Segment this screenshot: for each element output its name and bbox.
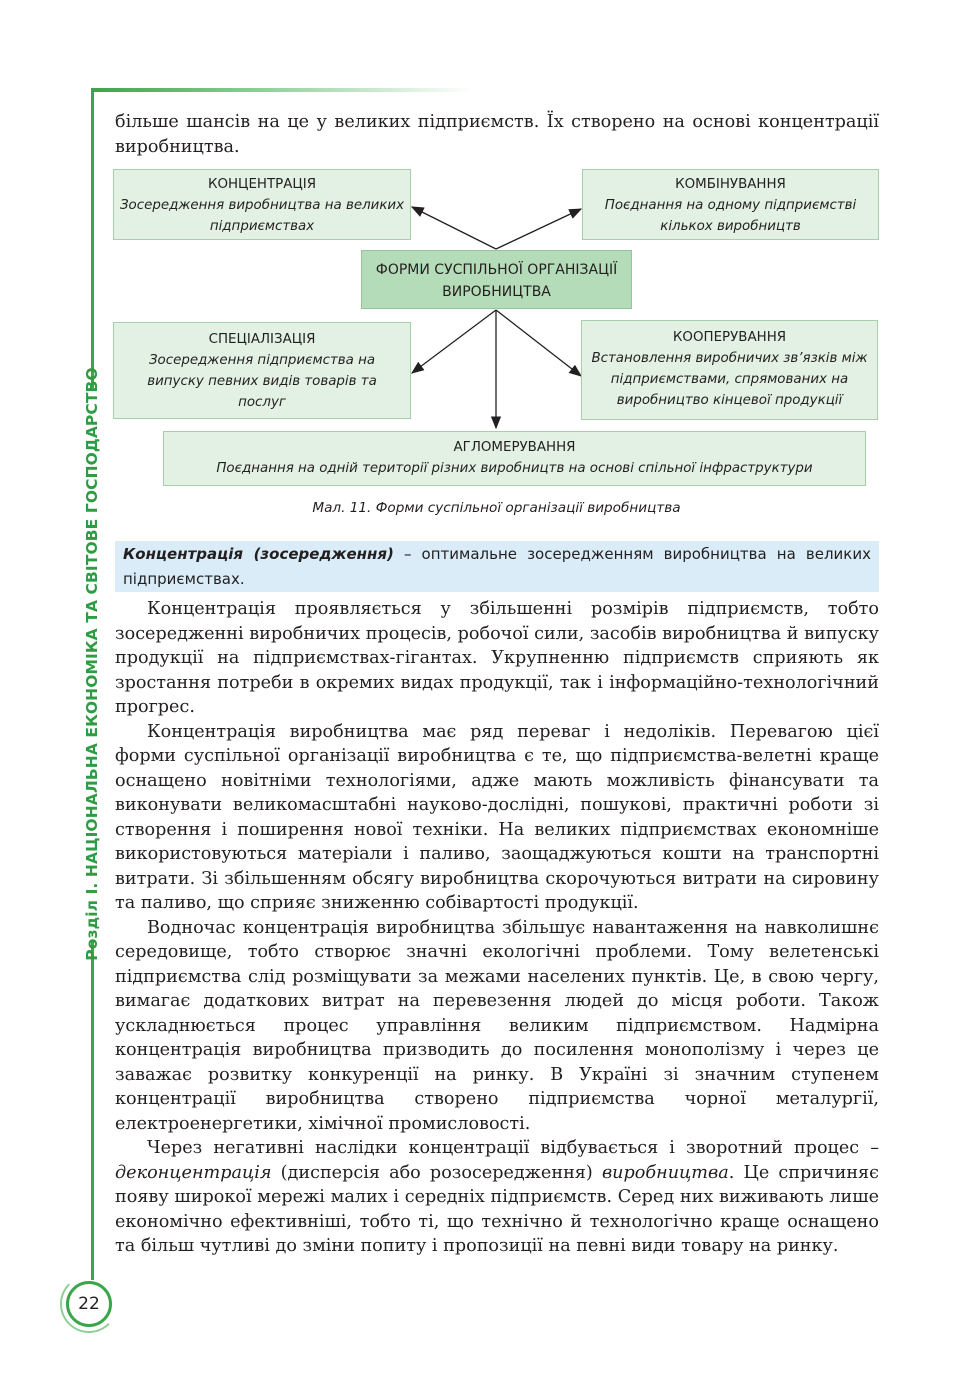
box-cooperation: КООПЕРУВАННЯ Встановлення виробничих зв’язків між підприємствами, спрямованих на виробництво кінцевої продукції: [581, 320, 878, 420]
term-production: виробництва: [601, 1162, 729, 1183]
side-decor-line-lower: [91, 940, 94, 1280]
intro-paragraph: більше шансів на це у великих підприємств. Їх створено на основі концентрації виробництва.: [115, 112, 879, 157]
body-text: [115, 597, 879, 1259]
paragraph-3: Водночас концентрація виробництва збільшує навантаження на навколишнє середовище, тобто створює значні екологічні проблеми. Тому велетенські підприємства слід розміщувати за межами населених пунктів. Це, в свою чергу, вимагає додаткових витрат на перевезення людей до місця роботи. Також ускладнюється процес управління великим підприємством. Надмірна концентрація виробництва призводить до посилення монополізму і через це заважає розвитку конкуренції на ринку. В Україні зі значним ступенем концентрації виробництва створено підприємства чорної металургії, електроенергетики, хімічної промисловості.: [115, 917, 879, 1134]
box-concentration: КОНЦЕНТРАЦІЯ Зосередження виробництва на великих підприємствах: [113, 169, 411, 240]
paragraph-4: Через негативні наслідки концентрації відбувається і зворотний процес – деконцентрація (дисперсія або розосередження) виробництва. Це спричиняє появу широкої мережі малих і середніх підприємств. Серед них виживають лише економічно ефективніші, тобто ті, що технічно й технологічно краще оснащено та більш чутливі до зміни попиту і пропозиції на певні види товару на ринку.: [115, 1138, 879, 1256]
box-center-forms: ФОРМИ СУСПІЛЬНОЇ ОРГАНІЗАЦІЇ ВИРОБНИЦТВА: [361, 250, 632, 309]
arrow-to-specialization: [412, 310, 496, 373]
arrow-to-cooperation: [496, 310, 581, 376]
arrow-to-concentration: [412, 207, 496, 249]
box-combination: КОМБІНУВАННЯ Поєднання на одному підприємстві кількох виробництв: [582, 169, 879, 240]
definition-term: Концентрація (зосередження): [123, 545, 394, 563]
paragraph-1: Концентрація проявляється у збільшенні розмірів підприємств, тобто зосередженні виробничих процесів, робочої сили, засобів виробництва й випуску продукції на підприємствах-гігантах. Укрупненню підприємств сприяють як зростання потреби в окремих видах продукції, так і інформаційно-технологічний прогрес.: [115, 599, 879, 717]
figure-caption: Мал. 11. Форми суспільної організації виробництва: [312, 500, 681, 516]
paragraph-2: Концентрація виробництва має ряд переваг і недоліків. Перевагою цієї форми суспільної організації виробництва є те, що підприємства-велетні краще оснащено новітніми технологіями, адже мають можливість фінансувати та виконувати великомасштабні науково-дослідні, пошукові, практичні роботи зі створення і поширення нової техніки. На великих підприємствах економніше використовуються матеріали і паливо, заощаджуються кошти на транспортні витрати. Зі збільшенням обсягу виробництва скорочуються витрати на сировину та паливо, що сприяє зниженню собівартості продукції.: [115, 721, 879, 913]
box-specialization: СПЕЦІАЛІЗАЦІЯ Зосередження підприємства на випуску певних видів товарів та послуг: [113, 322, 411, 419]
page-number: 22: [66, 1281, 112, 1327]
term-deconcentration: деконцентрація: [115, 1162, 272, 1183]
definition-text: – оптимальне зосередженням виробництва на великих підприємствах.: [123, 545, 871, 588]
definition-box: [115, 541, 879, 592]
box-agglomeration: АГЛОМЕРУВАННЯ Поєднання на одній території різних виробництв на основі спільної інфраструктури: [163, 431, 866, 486]
arrow-to-combination: [496, 209, 581, 249]
